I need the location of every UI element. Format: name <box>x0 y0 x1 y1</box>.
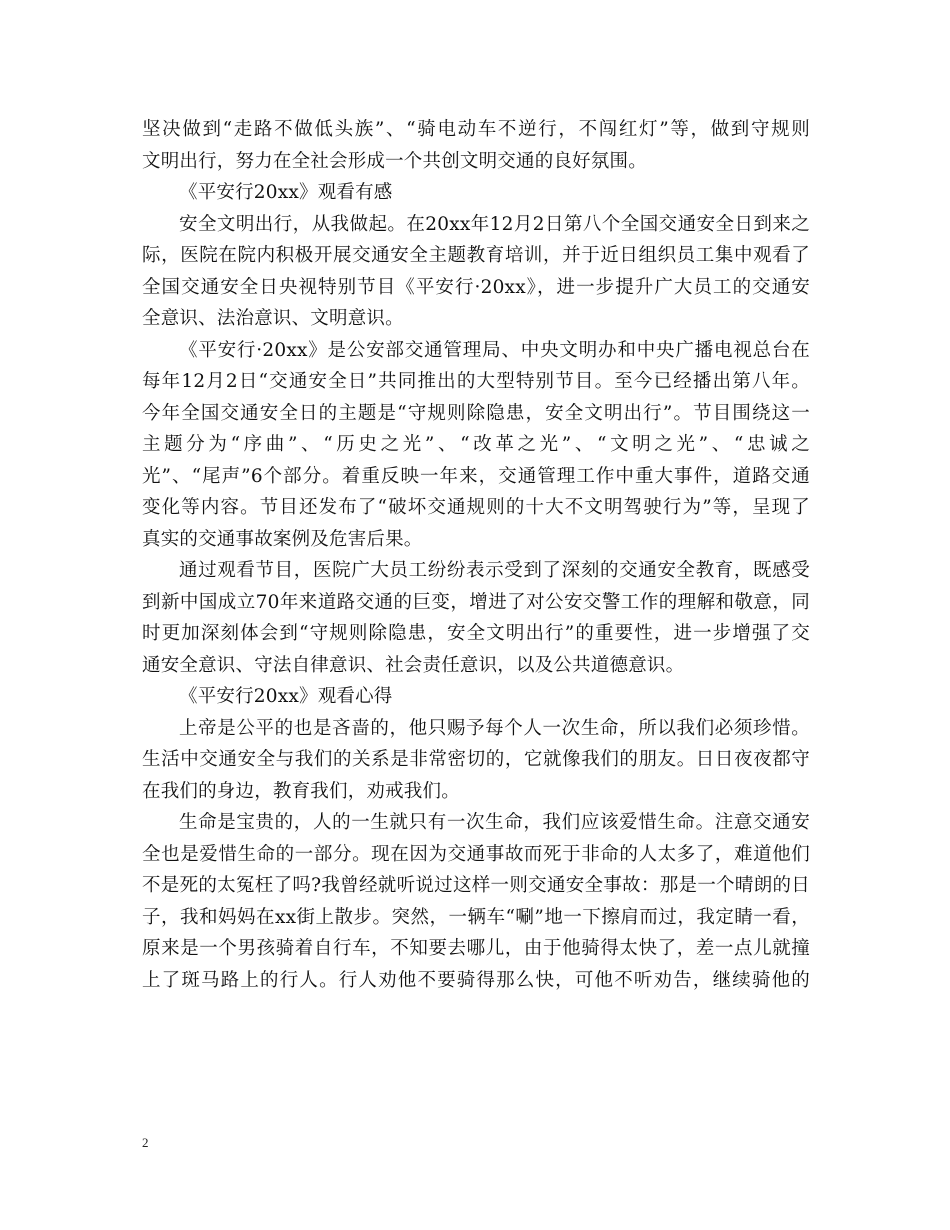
page-number: 2 <box>142 1135 149 1150</box>
text-line: 到新中国成立70年来道路交通的巨变，增进了对公安交警工作的理解和敬意，同 <box>142 591 810 613</box>
text-line: 《平安行·20xx》是公安部交通管理局、中央文明办和中央广播电视总台在 <box>179 339 810 361</box>
text-line: 上了斑马路上的行人。行人劝他不要骑得那么快，可他不听劝告，继续骑他的 <box>142 969 810 991</box>
text-line: 全意识、法治意识、文明意识。 <box>142 308 404 329</box>
text-line: 今年全国交通安全日的主题是“守规则除隐患，安全文明出行”。节目围绕这一 <box>142 402 810 424</box>
text-line: 通过观看节目，医院广大员工纷纷表示受到了深刻的交通安全教育，既感受 <box>179 560 810 581</box>
document-body <box>142 114 810 996</box>
text-line: 上帝是公平的也是吝啬的，他只赐予每个人一次生命，所以我们必须珍惜。 <box>179 717 810 739</box>
text-line: 变化等内容。节目还发布了“破坏交通规则的十大不文明驾驶行为”等，呈现了 <box>142 497 810 518</box>
text-line: 生活中交通安全与我们的关系是非常密切的，它就像我们的朋友。日日夜夜都守 <box>142 749 810 770</box>
text-line: 原来是一个男孩骑着自行车，不知要去哪儿，由于他骑得太快了，差一点儿就撞 <box>142 938 810 959</box>
text-line: 不是死的太冤枉了吗?我曾经就听说过这样一则交通安全事故：那是一个晴朗的日 <box>142 875 810 896</box>
text-line: 全国交通安全日央视特别节目《平安行·20xx》，进一步提升广大员工的交通安 <box>142 276 810 298</box>
text-line: 通安全意识、守法自律意识、社会责任意识，以及公共道德意识。 <box>142 654 685 676</box>
text-line: 子，我和妈妈在xx街上散步。突然，一辆车“唰”地一下擦肩而过，我定睛一看， <box>142 906 810 928</box>
text-line: 《平安行20xx》观看心得 <box>179 686 393 707</box>
text-line: 在我们的身边，教育我们，劝戒我们。 <box>142 780 460 802</box>
text-line: 《平安行20xx》观看有感 <box>179 182 393 203</box>
text-line: 光”、“尾声”6个部分。着重反映一年来，交通管理工作中重大事件，道路交通 <box>142 465 810 487</box>
text-line: 每年12月2日“交通安全日”共同推出的大型特别节目。至今已经播出第八年。 <box>142 371 810 392</box>
text-line: 时更加深刻体会到“守规则除隐患，安全文明出行”的重要性，进一步增强了交 <box>142 623 810 644</box>
text-line: 生命是宝贵的，人的一生就只有一次生命，我们应该爱惜生命。注意交通安 <box>179 812 810 833</box>
text-line: 际，医院在院内积极开展交通安全主题教育培训，并于近日组织员工集中观看了 <box>142 245 810 266</box>
text-line: 主题分为“序曲”、“历史之光”、“改革之光”、“文明之光”、“忠诚之 <box>142 434 810 455</box>
text-line: 真实的交通事故案例及危害后果。 <box>142 528 423 550</box>
text-line: 安全文明出行，从我做起。在20xx年12月2日第八个全国交通安全日到来之 <box>179 213 810 235</box>
text-line: 文明出行，努力在全社会形成一个共创文明交通的良好氛围。 <box>142 150 647 172</box>
text-line: 全也是爱惜生命的一部分。现在因为交通事故而死于非命的人太多了，难道他们 <box>142 843 810 865</box>
text-line: 坚决做到“走路不做低头族”、“骑电动车不逆行，不闯红灯”等，做到守规则 <box>142 119 810 140</box>
